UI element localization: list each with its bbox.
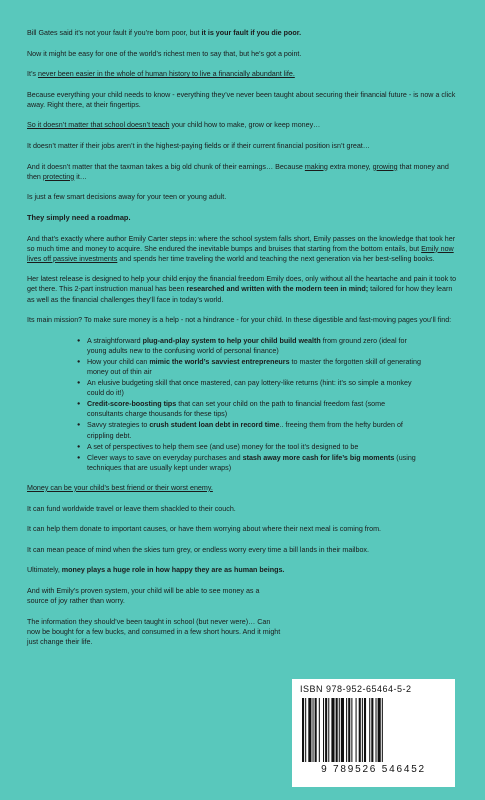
barcode-bar	[325, 698, 327, 762]
barcode-bar	[305, 698, 306, 762]
list-item: ● Credit-score-boosting tips that can set your child on the path to financial freedom fast (some consultants charge thousands for these tips)	[87, 399, 458, 419]
paragraph-best-friend: Money can be your child’s best friend or their worst enemy.	[27, 483, 213, 492]
barcode-bar	[369, 698, 370, 762]
paragraph-closing: The information they should’ve been taught in school (but never were)… Can now be bought for a few bucks, and consumed in a few short hours. And it might just change their life.	[27, 617, 281, 646]
list-item: ● Clever ways to save on everyday purchases and stash away more cash for life’s big moments (using techniques that are usually kept under wraps)	[87, 453, 458, 473]
paragraph-smart-decisions: Is just a few smart decisions away for your teen or young adult.	[27, 193, 227, 202]
roadmap-heading: They simply need a roadmap.	[27, 212, 131, 222]
isbn-label: ISBN 978-952-65464-5-2	[300, 684, 412, 694]
paragraph-click-away: Because everything your child needs to know - everything they’ve never been taught about securing their financial future - is now a click away. Right there, at their fingertips.	[27, 90, 456, 109]
list-item: ● A straightforward plug-and-play system to help your child build wealth from ground zero (ideal for young adults new to the confusing world of personal finance)	[87, 336, 458, 356]
barcode-bar	[323, 698, 324, 762]
barcode-bar	[351, 698, 352, 762]
paragraph-school: So it doesn’t matter that school doesn’t teach your child how to make, grow or keep money…	[27, 121, 321, 130]
barcode-bar	[313, 698, 314, 762]
intro-quote: Bill Gates said it’s not your fault if you’re born poor, but it is your fault if you die poor.	[27, 29, 302, 37]
paragraph-proven-system: And with Emily’s proven system, your child will be able to see money as a source of joy rather than worry.	[27, 586, 260, 605]
barcode-bar	[341, 698, 344, 762]
paragraph-peace-of-mind: It can mean peace of mind when the skies turn grey, or endless worry every time a bill lands in their mailbox.	[27, 545, 369, 554]
closing-column	[27, 586, 282, 647]
paragraph-mission: Its main mission? To make sure money is a help - not a hindrance - for your child. In these digestible and fast-moving pages you’ll find:	[27, 316, 452, 325]
barcode-bar	[336, 698, 338, 762]
barcode-bar	[362, 698, 363, 762]
barcode-bar	[308, 698, 311, 762]
feature-list	[27, 336, 458, 473]
paragraph-author: And that’s exactly where author Emily Carter steps in: where the school system falls short, Emily passes on the knowledge that took her so much time and money to acquire. She endured the inevitable bumps and bruises that starting from the bottom entails, but Emily now lives off passive investments and spends her time traveling the world and teaching the next generation via her best-selling books.	[27, 234, 456, 263]
barcode-icon	[300, 698, 440, 762]
barcode-bar	[302, 698, 304, 762]
barcode-bar	[364, 698, 366, 762]
barcode-bar	[315, 698, 317, 762]
paragraph-point: Now it might be easy for one of the world’s richest men to say that, but he’s got a point.	[27, 49, 302, 58]
paragraph-donate: It can help them donate to important causes, or have them worrying about where their next meal is coming from.	[27, 525, 382, 534]
paragraph-never-easier: It’s never been easier in the whole of human history to live a financially abundant life.	[27, 70, 295, 79]
barcode-bar	[376, 698, 377, 762]
barcode-bar	[328, 698, 329, 762]
barcode-bar	[371, 698, 373, 762]
list-item: ● Savvy strategies to crush student loan debt in record time.. freeing them from the hefty burden of crippling debt.	[87, 420, 458, 440]
paragraph-latest-release: Her latest release is designed to help your child enjoy the financial freedom Emily does, only without all the heartache and pain it took to get there. This 2-part instruction manual has been researched and written with the modern teen in mind; tailored for how they learn as well as the financial challenges they’ll face in today’s world.	[27, 275, 457, 304]
isbn-digits: 9 789526 546452	[321, 764, 426, 775]
paragraph-taxman: And it doesn’t matter that the taxman takes a big old chunk of their earnings… Because making extra money, growing that money and then protecting it…	[27, 162, 449, 181]
list-item: ● A set of perspectives to help them see (and use) money for the tool it’s designed to be	[87, 442, 458, 452]
barcode-bar	[356, 698, 357, 762]
isbn-barcode-box	[292, 679, 455, 787]
barcode-bar	[348, 698, 350, 762]
list-item: ● An elusive budgeting skill that once mastered, can pay lottery-like returns (hint: it’s so simple a monkey could do it!)	[87, 378, 458, 398]
paragraph-travel: It can fund worldwide travel or leave them shackled to their couch.	[27, 504, 236, 513]
barcode-bar	[382, 698, 383, 762]
barcode-bar	[346, 698, 347, 762]
barcode-bar	[378, 698, 381, 762]
paragraph-jobs: It doesn’t matter if their jobs aren’t in the highest-paying fields or if their current financial position isn’t great…	[27, 142, 370, 151]
barcode-bar	[331, 698, 334, 762]
barcode-bar	[319, 698, 320, 762]
barcode-bar	[339, 698, 340, 762]
paragraph-ultimately: Ultimately, money plays a huge role in how happy they are as human beings.	[27, 566, 285, 575]
barcode-bar	[359, 698, 361, 762]
list-item: ● How your child can mimic the world’s savviest entrepreneurs to master the forgotten skill of generating money out of thin air	[87, 357, 458, 377]
